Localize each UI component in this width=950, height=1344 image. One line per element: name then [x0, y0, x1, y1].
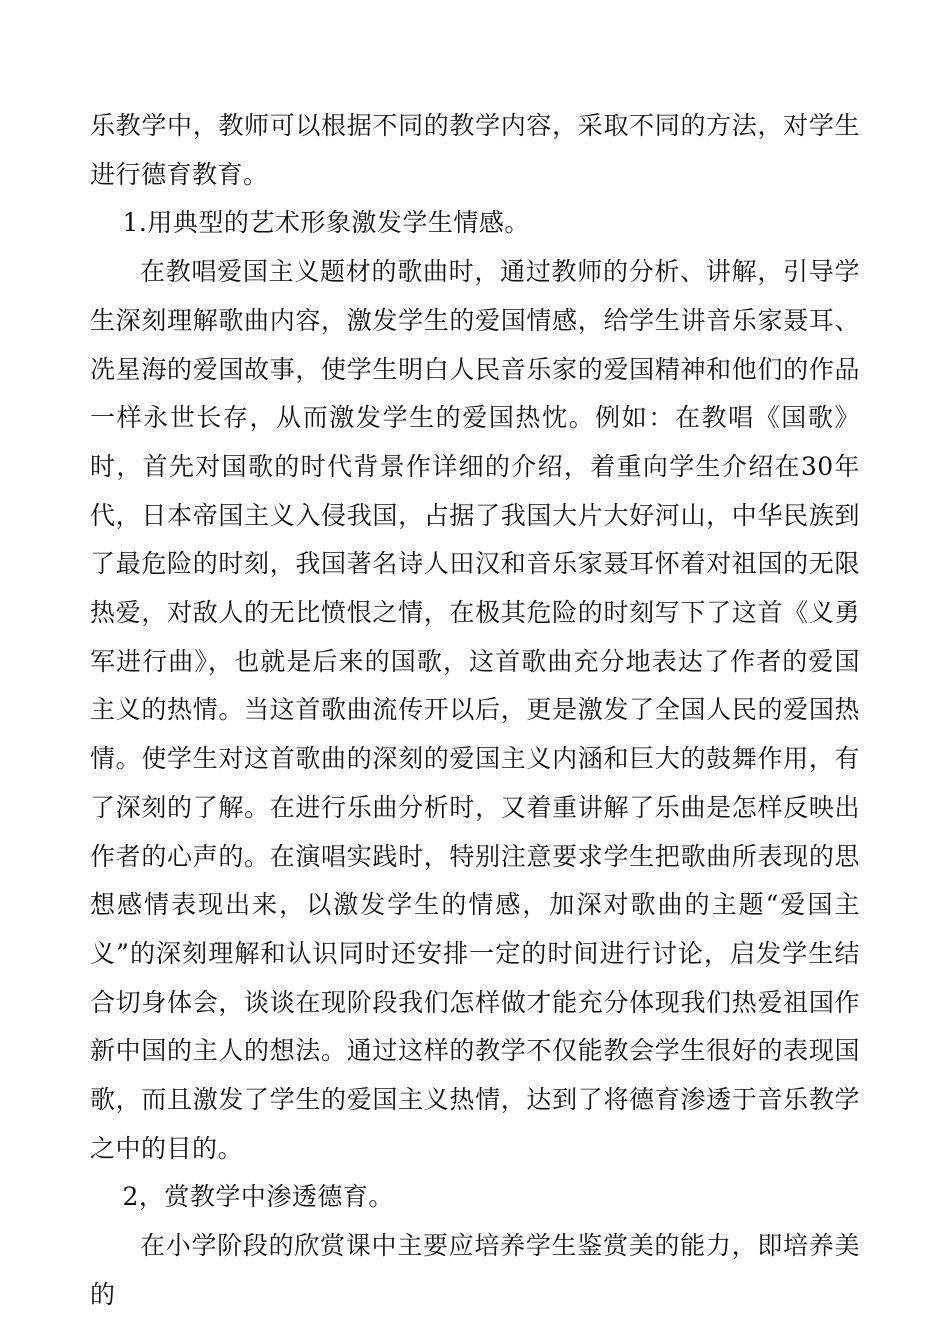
paragraph-continuation: 乐教学中，教师可以根据不同的教学内容，采取不同的方法，对学生进行德育教育。: [90, 111, 860, 189]
document-page: [90, 102, 860, 1320]
paragraph-body-2: 在小学阶段的欣赏课中主要应培养学生鉴赏美的能力，即培养美的: [90, 1231, 860, 1309]
paragraph-body-1: 在教唱爱国主义题材的歌曲时，通过教师的分析、讲解，引导学生深刻理解歌曲内容，激发学生的爱国情感，给学生讲音乐家聂耳、冼星海的爱国故事，使学生明白人民音乐家的爱国精神和他们的作品一样永世长存，从而激发学生的爱国热忱。例如：在教唱《国歌》时，首先对国歌的时代背景作详细的介绍，着重向学生介绍在30年代，日本帝国主义入侵我国，占据了我国大片大好河山，中华民族到了最危险的时刻，我国著名诗人田汉和音乐家聂耳怀着对祖国的无限热爱，对敌人的无比愤恨之情，在极其危险的时刻写下了这首《义勇军进行曲》，也就是后来的国歌，这首歌曲充分地表达了作者的爱国主义的热情。当这首歌曲流传开以后，更是激发了全国人民的爱国热情。使学生对这首歌曲的深刻的爱国主义内涵和巨大的鼓舞作用，有了深刻的了解。在进行乐曲分析时，又着重讲解了乐曲是怎样反映出作者的心声的。在演唱实践时，特别注意要求学生把歌曲所表现的思想感情表现出来，以激发学生的情感，加深对歌曲的主题“爱国主义”的深刻理解和认识同时还安排一定的时间进行讨论，启发学生结合切身体会，谈谈在现阶段我们怎样做才能充分体现我们热爱祖国作新中国的主人的想法。通过这样的教学不仅能教会学生很好的表现国歌，而且激发了学生的爱国主义热情，达到了将德育渗透于音乐教学之中的目的。: [90, 257, 860, 1163]
section-heading-2: 2，赏教学中渗透德育。: [122, 1182, 394, 1212]
section-heading-1: 1.用典型的艺术形象激发学生情感。: [122, 208, 530, 238]
